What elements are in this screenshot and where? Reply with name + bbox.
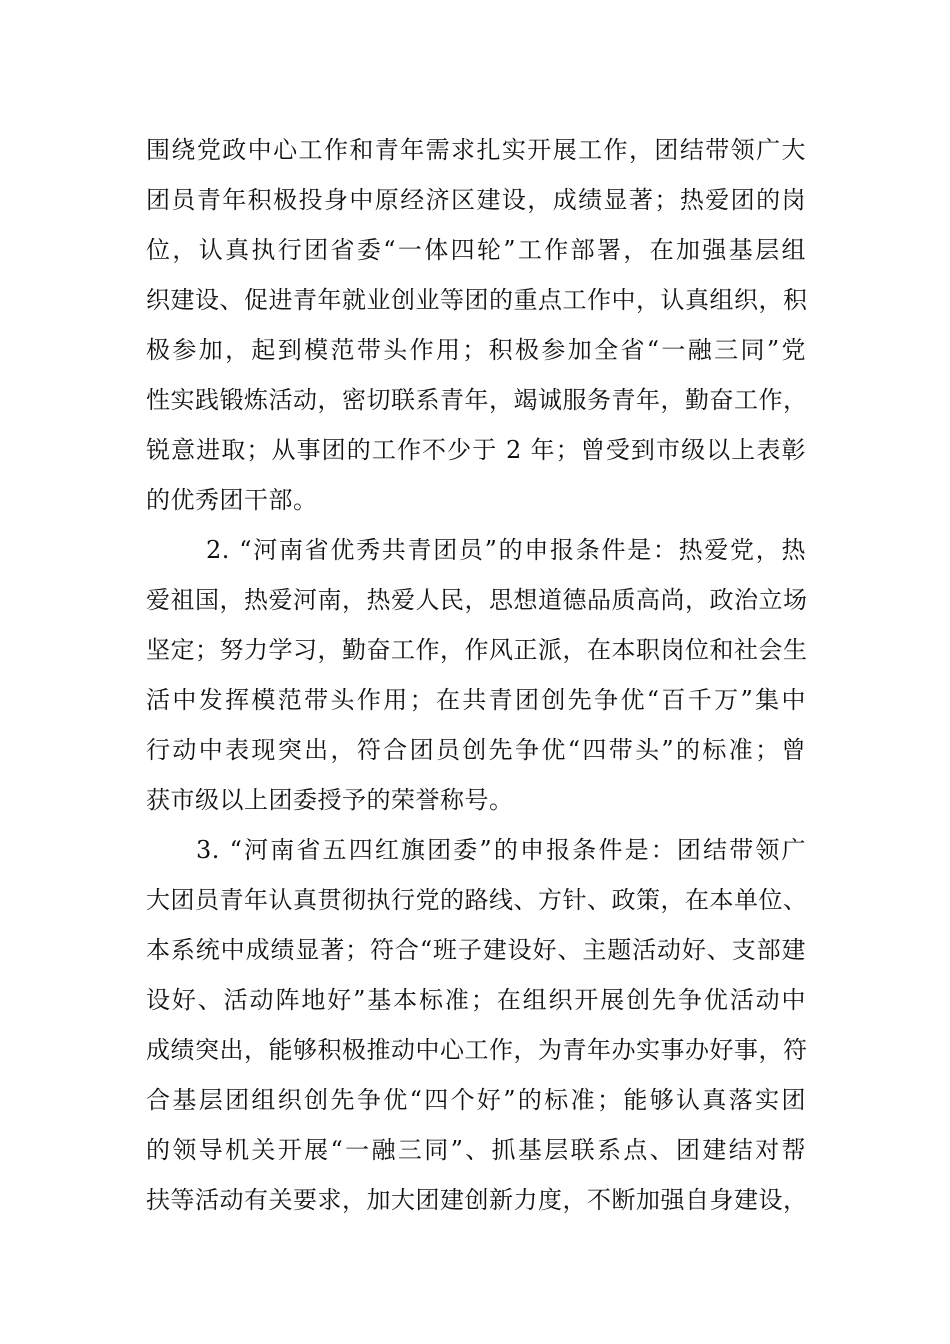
paragraph-2-line-3: 坚定；努力学习，勤奋工作，作风正派，在本职岗位和社会生	[146, 636, 808, 664]
paragraph-1-line-8: 的优秀团干部。	[146, 486, 318, 514]
paragraph-3-line-3: 本系统中成绩显著；符合“班子建设好、主题活动好、支部建	[146, 936, 806, 964]
paragraph-1-line-6: 性实践锻炼活动，密切联系青年，竭诚服务青年，勤奋工作，	[146, 386, 808, 414]
paragraph-1-line-3: 位，认真执行团省委“一体四轮”工作部署，在加强基层组	[146, 236, 806, 264]
paragraph-1-line-2: 团员青年积极投身中原经济区建设，成绩显著；热爱团的岗	[146, 186, 806, 214]
paragraph-3-line-7: 的领导机关开展“一融三同”、抓基层联系点、团建结对帮	[146, 1136, 806, 1164]
paragraph-1-line-4: 织建设、促进青年就业创业等团的重点工作中，认真组织，积	[146, 286, 808, 314]
paragraph-2-line-1: 2. “河南省优秀共青团员”的申报条件是：热爱党，热	[206, 536, 806, 564]
paragraph-3-line-1: 3. “河南省五四红旗团委”的申报条件是：团结带领广	[196, 836, 806, 864]
paragraph-1-line-1: 围绕党政中心工作和青年需求扎实开展工作，团结带领广大	[146, 136, 806, 164]
paragraph-3-line-8: 扶等活动有关要求，加大团建创新力度，不断加强自身建设，	[146, 1186, 808, 1214]
paragraph-3-line-2: 大团员青年认真贯彻执行党的路线、方针、政策，在本单位、	[146, 886, 808, 914]
paragraph-1-line-5: 极参加，起到模范带头作用；积极参加全省“一融三同”党	[146, 336, 806, 364]
paragraph-2-line-2: 爱祖国，热爱河南，热爱人民，思想道德品质高尚，政治立场	[146, 586, 808, 614]
paragraph-1-line-7: 锐意进取；从事团的工作不少于 2 年；曾受到市级以上表彰	[146, 436, 806, 464]
paragraph-3-line-4: 设好、活动阵地好”基本标准；在组织开展创先争优活动中	[146, 986, 806, 1014]
paragraph-3-line-6: 合基层团组织创先争优“四个好”的标准；能够认真落实团	[146, 1086, 806, 1114]
paragraph-3-line-5: 成绩突出，能够积极推动中心工作，为青年办实事办好事，符	[146, 1036, 808, 1064]
paragraph-2-line-4: 活中发挥模范带头作用；在共青团创先争优“百千万”集中	[146, 686, 806, 714]
paragraph-2-line-5: 行动中表现突出，符合团员创先争优“四带头”的标准；曾	[146, 736, 806, 764]
paragraph-2-line-6: 获市级以上团委授予的荣誉称号。	[146, 786, 514, 814]
